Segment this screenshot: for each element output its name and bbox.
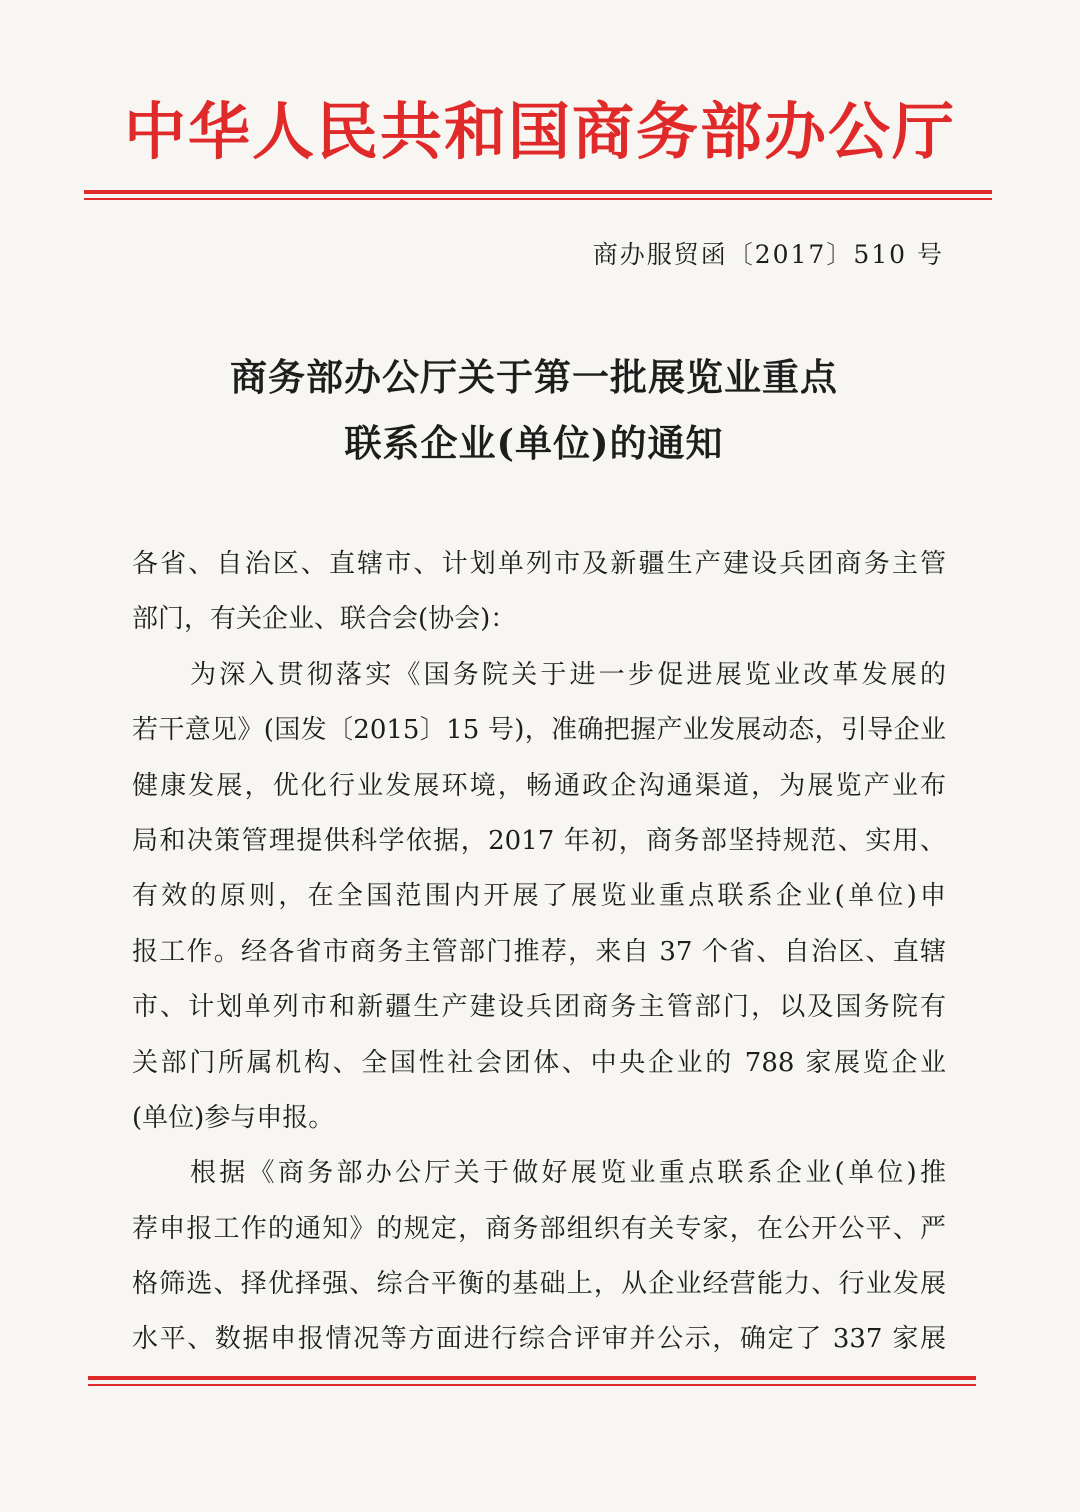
header-red-rule-thick [84,190,992,194]
body-line: 部门，有关企业、联合会(协会)： [132,604,517,635]
header-red-rule-thin [84,198,992,200]
body-line: 有效的原则，在全国范围内开展了展览业重点联系企业(单位)申 [132,881,946,912]
document-title-line-2: 联系企业(单位)的通知 [344,421,724,465]
body-line: 水平、数据申报情况等方面进行综合评审并公示，确定了 337 家展 [132,1324,946,1355]
body-line: 格筛选、择优择强、综合平衡的基础上，从企业经营能力、行业发展 [132,1269,946,1300]
body-line: (单位)参与申报。 [132,1102,335,1133]
body-line: 若干意见》(国发〔2015〕15 号)，准确把握产业发展动态，引导企业 [132,715,946,746]
footer-red-rule-thin [88,1384,976,1386]
body-line: 荐申报工作的通知》的规定，商务部组织有关专家，在公开公平、严 [132,1213,946,1244]
document-title-line-1: 商务部办公厅关于第一批展览业重点 [230,355,838,399]
document-body [132,540,946,1371]
body-line: 根据《商务部办公厅关于做好展览业重点联系企业(单位)推 [190,1158,946,1189]
body-line: 报工作。经各省市商务主管部门推荐，来自 37 个省、自治区、直辖 [132,936,946,967]
issuing-authority-header: 中华人民共和国商务部办公厅 [123,95,956,168]
document-number: 商办服贸函〔2017〕510 号 [592,240,944,269]
body-line: 市、计划单列市和新疆生产建设兵团商务主管部门，以及国务院有 [132,992,946,1023]
body-line: 局和决策管理提供科学依据，2017 年初，商务部坚持规范、实用、 [132,825,946,856]
footer-red-rule-thick [88,1376,976,1380]
body-line: 各省、自治区、直辖市、计划单列市及新疆生产建设兵团商务主管 [132,549,946,579]
body-line: 关部门所属机构、全国性社会团体、中央企业的 788 家展览企业 [132,1047,946,1078]
body-line: 为深入贯彻落实《国务院关于进一步促进展览业改革发展的 [190,659,946,690]
body-line: 健康发展，优化行业发展环境，畅通政企沟通渠道，为展览产业布 [132,770,946,801]
